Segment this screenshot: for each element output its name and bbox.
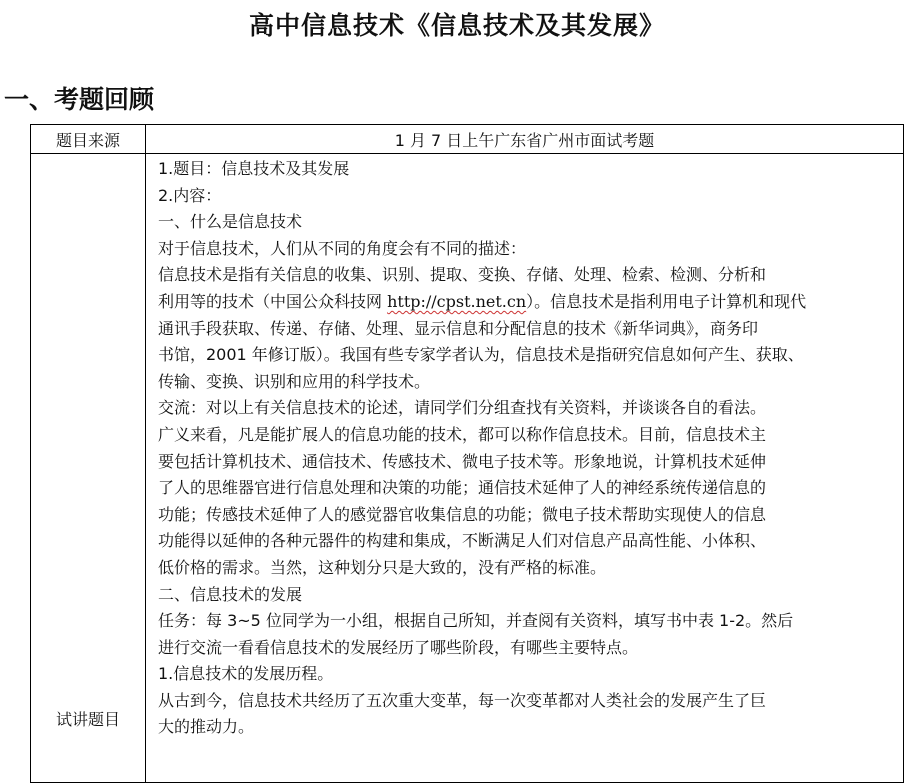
section-heading: 一、考题回顾 xyxy=(4,85,155,114)
content-line: 一、什么是信息技术 xyxy=(158,212,303,232)
content-line: 书馆，2001 年修订版）。我国有些专家学者认为，信息技术是指研究信息如何产生、获取、 xyxy=(158,345,804,365)
content-line: 对于信息技术，人们从不同的角度会有不同的描述： xyxy=(158,238,527,258)
content-line: 信息技术是指有关信息的收集、识别、提取、变换、存储、处理、检索、检测、分析和 xyxy=(158,265,767,285)
source-value: 1 月 7 日上午广东省广州市面试考题 xyxy=(146,125,904,154)
content-line: 功能得以延伸的各种元器件的构建和集成，不断满足人们对信息产品高性能、小体积、 xyxy=(158,531,767,551)
exam-review-table xyxy=(30,124,904,783)
content-line: 1.信息技术的发展历程。 xyxy=(158,664,334,684)
content-line: 进行交流一看看信息技术的发展经历了哪些阶段，有哪些主要特点。 xyxy=(158,637,639,657)
document-title: 高中信息技术《信息技术及其发展》 xyxy=(248,11,665,40)
content-line: 任务：每 3~5 位同学为一小组，根据自己所知，并查阅有关资料，填写书中表 1-2。然后 xyxy=(158,611,794,631)
content-line: 通讯手段获取、传递、存储、处理、显示信息和分配信息的技术《新华词典》，商务印 xyxy=(158,318,759,338)
content-line: 广义来看，凡是能扩展人的信息功能的技术，都可以称作信息技术。目前，信息技术主 xyxy=(158,424,767,444)
content-line: 传输、变换、识别和应用的科学技术。 xyxy=(158,371,431,391)
content-text: 利用等的技术（中国公众科技网 xyxy=(158,291,388,311)
content-line: 1.题目：信息技术及其发展 xyxy=(158,159,350,178)
source-label: 题目来源 xyxy=(31,125,146,154)
content-line: 2.内容： xyxy=(158,185,222,205)
content-line xyxy=(158,289,894,316)
content-line: 了人的思维器官进行信息处理和决策的功能；通信技术延伸了人的神经系统传递信息的 xyxy=(158,478,767,498)
content-line: 从古到今，信息技术共经历了五次重大变革，每一次变革都对人类社会的发展产生了巨 xyxy=(158,690,767,710)
content-text: ）。信息技术是指利用电子计算机和现代 xyxy=(526,291,807,311)
source-row xyxy=(31,125,904,154)
content-line: 要包括计算机技术、通信技术、传感技术、微电子技术等。形象地说，计算机技术延伸 xyxy=(158,451,767,471)
topic-row xyxy=(31,154,904,783)
topic-label: 试讲题目 xyxy=(31,154,146,783)
content-line: 功能；传感技术延伸了人的感觉器官收集信息的功能；微电子技术帮助实现使人的信息 xyxy=(158,504,767,524)
topic-content xyxy=(146,154,904,783)
content-line: 低价格的需求。当然，这种划分只是大致的，没有严格的标准。 xyxy=(158,557,607,577)
content-line: 二、信息技术的发展 xyxy=(158,584,303,604)
content-line: 交流：对以上有关信息技术的论述，请同学们分组查找有关资料，并谈谈各自的看法。 xyxy=(158,398,767,418)
content-line: 大的推动力。 xyxy=(158,717,255,737)
website-link[interactable]: http://cpst.net.cn xyxy=(387,291,527,311)
